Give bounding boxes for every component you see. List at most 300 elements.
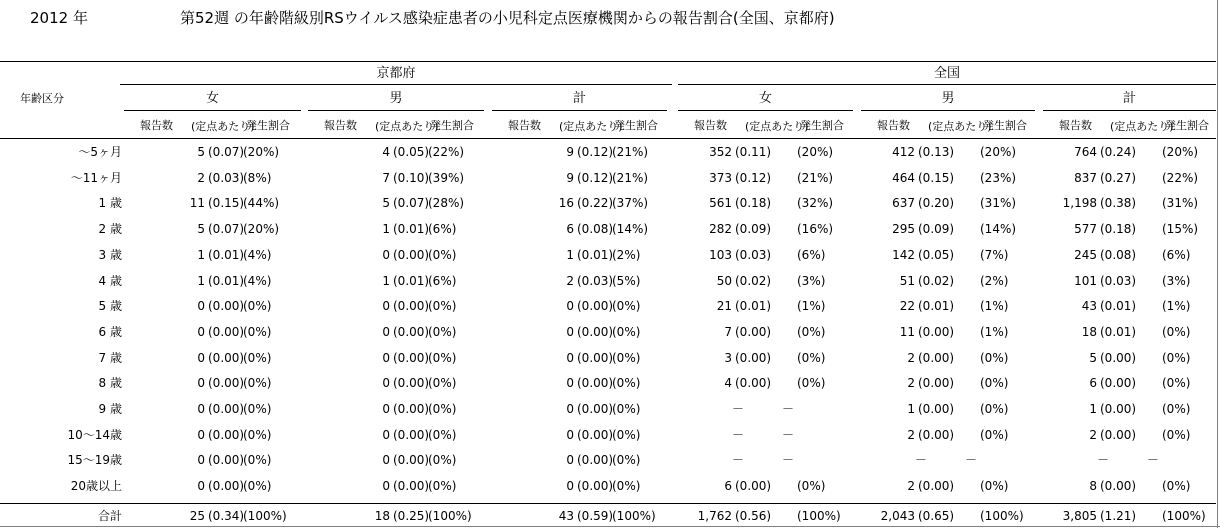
rate-value: (0.01) (393, 222, 430, 237)
rate-value: (0.00) (208, 324, 245, 339)
rate-value: (0.00) (393, 299, 430, 314)
ratio-value: (20%) (243, 145, 280, 159)
count-value: 764 (1074, 145, 1097, 159)
age-label: ～5ヶ月 (78, 145, 122, 159)
ratio-value: (0%) (428, 376, 457, 391)
rate-value: (0.00) (393, 427, 430, 442)
count-value: 0 (382, 479, 390, 494)
ratio-value: (0%) (612, 350, 641, 365)
rate-value: (0.12) (577, 170, 614, 185)
ratio-value: (0%) (612, 479, 641, 494)
dash-cell: － (732, 402, 745, 416)
ratio-value: (6%) (1162, 247, 1191, 262)
ratio-value: (22%) (428, 145, 465, 159)
rate-value: (0.00) (208, 299, 245, 314)
sub-header-count-national-male: 報告数 (877, 119, 910, 132)
ratio-value: (100%) (243, 509, 287, 523)
rate-value: (0.00) (577, 453, 614, 468)
rate-value: (0.00) (208, 402, 245, 416)
rate-value: (0.01) (208, 273, 245, 288)
count-value: 0 (197, 299, 205, 314)
ratio-value: (0%) (1162, 402, 1191, 416)
ratio-value: (28%) (428, 196, 465, 211)
count-value: 2 (1089, 427, 1097, 442)
rate-value: (0.00) (577, 402, 614, 416)
ratio-value: (1%) (980, 324, 1009, 339)
ratio-value: (0%) (1162, 479, 1191, 494)
ratio-value: (20%) (797, 145, 834, 159)
rate-value: (0.00) (577, 350, 614, 365)
ratio-value: (0%) (428, 324, 457, 339)
ratio-value: (8%) (243, 170, 272, 185)
rate-value: (0.15) (208, 196, 245, 211)
count-value: 5 (197, 145, 205, 159)
rate-value: (0.01) (918, 299, 955, 314)
ratio-value: (0%) (243, 427, 272, 442)
rate-value: (0.00) (577, 299, 614, 314)
count-value: 561 (709, 196, 732, 211)
dash-cell: － (915, 453, 928, 468)
rate-value: (0.00) (1100, 427, 1137, 442)
rule-national-female (678, 110, 853, 111)
dash-cell: － (964, 453, 977, 468)
count-value: 101 (1074, 273, 1097, 288)
rule-national-total (1043, 110, 1216, 111)
rate-value: (0.13) (918, 145, 955, 159)
ratio-value: (0%) (1162, 350, 1191, 365)
sub-header-count-kyoto-female: 報告数 (140, 119, 173, 132)
rate-value: (0.65) (918, 509, 955, 523)
ratio-value: (0%) (428, 479, 457, 494)
ratio-value: (20%) (1162, 145, 1199, 159)
count-value: 11 (899, 324, 915, 339)
sub-header-ratio-national-female: 発生割合 (800, 119, 844, 132)
count-value: 0 (197, 427, 205, 442)
count-value: 6 (1089, 376, 1097, 391)
ratio-value: (2%) (612, 247, 641, 262)
ratio-value: (21%) (612, 170, 649, 185)
region-header-kyoto: 京都府 (376, 66, 416, 81)
rate-value: (0.09) (918, 222, 955, 237)
ratio-value: (14%) (980, 222, 1017, 237)
count-value: 1 (197, 247, 205, 262)
count-value: 43 (558, 509, 574, 523)
rate-value: (0.01) (735, 299, 772, 314)
rate-value: (0.01) (393, 273, 430, 288)
dash-cell: － (732, 453, 745, 468)
count-value: 11 (189, 196, 205, 211)
count-value: 8 (1089, 479, 1097, 494)
rule-national-male (861, 110, 1035, 111)
count-value: 637 (892, 196, 915, 211)
rate-value: (0.00) (393, 479, 430, 494)
age-label: 5 歳 (98, 299, 122, 314)
count-value: 1,198 (1062, 196, 1097, 211)
rate-value: (0.10) (393, 170, 430, 185)
count-value: 1,762 (697, 509, 732, 523)
ratio-value: (6%) (428, 273, 457, 288)
ratio-value: (100%) (428, 509, 472, 523)
age-label: 10～14歳 (67, 427, 122, 442)
ratio-value: (3%) (1162, 273, 1191, 288)
count-value: 0 (197, 376, 205, 391)
sub-header-ratio-national-male: 発生割合 (983, 119, 1027, 132)
count-value: 142 (892, 247, 915, 262)
rate-value: (0.25) (393, 509, 430, 523)
rate-value: (0.00) (735, 324, 772, 339)
count-value: 5 (197, 222, 205, 237)
rate-value: (0.00) (1100, 479, 1137, 494)
rate-value: (0.00) (918, 324, 955, 339)
rule-kyoto-female (124, 110, 301, 111)
ratio-value: (0%) (243, 453, 272, 468)
rate-value: (0.03) (208, 170, 245, 185)
region-header-national: 全国 (933, 66, 960, 81)
count-value: 1 (1089, 402, 1097, 416)
sub-header-rate-kyoto-total: (定点あたり) (559, 120, 623, 133)
age-label: 8 歳 (98, 376, 122, 391)
ratio-value: (0%) (243, 299, 272, 314)
ratio-value: (0%) (243, 402, 272, 416)
gender-header-kyoto-total: 計 (572, 91, 586, 106)
count-value: 352 (709, 145, 732, 159)
ratio-value: (6%) (797, 247, 826, 262)
count-value: 43 (1081, 299, 1097, 314)
sub-header-count-kyoto-male: 報告数 (324, 119, 357, 132)
rate-value: (0.00) (918, 376, 955, 391)
count-value: 21 (716, 299, 732, 314)
rate-value: (0.12) (735, 170, 772, 185)
rate-value: (0.00) (208, 453, 245, 468)
ratio-value: (0%) (797, 479, 826, 494)
age-label: 3 歳 (98, 247, 122, 262)
ratio-value: (7%) (980, 247, 1009, 262)
ratio-value: (100%) (1162, 509, 1206, 523)
ratio-value: (0%) (980, 350, 1009, 365)
sub-header-count-national-total: 報告数 (1059, 119, 1092, 132)
count-value: 0 (566, 427, 574, 442)
rate-value: (0.00) (735, 350, 772, 365)
count-value: 0 (566, 479, 574, 494)
table-top-rule (0, 61, 1216, 62)
ratio-value: (20%) (980, 145, 1017, 159)
rate-value: (1.21) (1100, 509, 1137, 523)
count-value: 2,043 (880, 509, 915, 523)
rate-value: (0.34) (208, 509, 245, 523)
rate-value: (0.01) (577, 247, 614, 262)
rate-value: (0.03) (735, 247, 772, 262)
count-value: 1 (907, 402, 915, 416)
rate-value: (0.00) (577, 479, 614, 494)
rate-value: (0.00) (208, 427, 245, 442)
count-value: 1 (382, 273, 390, 288)
ratio-value: (0%) (612, 402, 641, 416)
age-label: 1 歳 (98, 196, 122, 211)
count-value: 373 (709, 170, 732, 185)
sub-header-ratio-national-total: 発生割合 (1165, 119, 1209, 132)
count-value: 464 (892, 170, 915, 185)
rate-value: (0.20) (918, 196, 955, 211)
rate-value: (0.00) (918, 479, 955, 494)
rate-value: (0.07) (208, 145, 245, 159)
rate-value: (0.01) (208, 247, 245, 262)
count-value: 6 (566, 222, 574, 237)
kyoto-group-rule (120, 84, 672, 85)
ratio-value: (0%) (243, 376, 272, 391)
count-value: 0 (382, 247, 390, 262)
rate-value: (0.00) (208, 350, 245, 365)
rate-value: (0.05) (918, 247, 955, 262)
ratio-value: (0%) (797, 376, 826, 391)
ratio-value: (0%) (243, 479, 272, 494)
gender-header-national-total: 計 (1122, 91, 1136, 106)
count-value: 4 (724, 376, 732, 391)
sub-header-count-kyoto-total: 報告数 (508, 119, 541, 132)
ratio-value: (0%) (428, 453, 457, 468)
count-value: 9 (566, 145, 574, 159)
ratio-value: (0%) (428, 350, 457, 365)
total-label: 合計 (97, 509, 122, 523)
count-value: 25 (189, 509, 205, 523)
ratio-value: (4%) (243, 247, 272, 262)
ratio-value: (21%) (797, 170, 834, 185)
count-value: 51 (899, 273, 915, 288)
count-value: 1 (197, 273, 205, 288)
ratio-value: (0%) (428, 427, 457, 442)
count-value: 412 (892, 145, 915, 159)
ratio-value: (0%) (980, 479, 1009, 494)
gender-header-kyoto-female: 女 (205, 91, 219, 106)
count-value: 0 (382, 376, 390, 391)
ratio-value: (0%) (1162, 376, 1191, 391)
total-row-rule (0, 503, 1216, 504)
count-value: 16 (558, 196, 574, 211)
count-value: 5 (382, 196, 390, 211)
count-value: 0 (566, 299, 574, 314)
rate-value: (0.59) (577, 509, 614, 523)
count-value: 0 (197, 453, 205, 468)
rate-value: (0.18) (1100, 222, 1137, 237)
dash-cell: － (732, 427, 745, 442)
rate-value: (0.00) (1100, 402, 1137, 416)
ratio-value: (37%) (612, 196, 649, 211)
dash-cell: － (1097, 453, 1110, 468)
rate-value: (0.08) (1100, 247, 1137, 262)
ratio-value: (15%) (1162, 222, 1199, 237)
count-value: 295 (892, 222, 915, 237)
count-value: 1 (566, 247, 574, 262)
age-label: 6 歳 (98, 324, 122, 339)
rule-kyoto-total (492, 110, 667, 111)
count-value: 2 (907, 479, 915, 494)
national-group-rule (678, 84, 1216, 85)
age-column-header: 年齢区分 (20, 92, 64, 105)
age-label: 9 歳 (98, 402, 122, 416)
rate-value: (0.02) (918, 273, 955, 288)
sub-header-ratio-kyoto-male: 発生割合 (430, 119, 474, 132)
rate-value: (0.00) (208, 479, 245, 494)
dash-cell: － (781, 427, 794, 442)
sub-header-rate-national-total: (定点あたり) (1110, 120, 1174, 133)
ratio-value: (6%) (428, 222, 457, 237)
report-title: 第52週 の年齢階級別RSウイルス感染症患者の小児科定点医療機関からの報告割合(全国、京都府) (180, 9, 835, 27)
count-value: 0 (382, 350, 390, 365)
sub-header-ratio-kyoto-female: 発生割合 (246, 119, 290, 132)
count-value: 2 (907, 376, 915, 391)
header-bottom-rule (0, 138, 1216, 139)
report-year: 2012 年 (30, 9, 88, 27)
rate-value: (0.07) (393, 196, 430, 211)
count-value: 0 (197, 350, 205, 365)
rate-value: (0.00) (735, 479, 772, 494)
count-value: 7 (382, 170, 390, 185)
rate-value: (0.12) (577, 145, 614, 159)
age-label: 7 歳 (98, 350, 122, 365)
rate-value: (0.00) (393, 402, 430, 416)
ratio-value: (0%) (428, 402, 457, 416)
ratio-value: (0%) (243, 350, 272, 365)
ratio-value: (1%) (797, 299, 826, 314)
age-label: 20歳以上 (70, 479, 122, 494)
count-value: 0 (197, 402, 205, 416)
count-value: 18 (1081, 324, 1097, 339)
gender-header-national-male: 男 (941, 91, 955, 106)
frame-border-right (1217, 0, 1218, 528)
ratio-value: (0%) (980, 402, 1009, 416)
count-value: 0 (382, 402, 390, 416)
count-value: 0 (566, 324, 574, 339)
rate-value: (0.00) (577, 376, 614, 391)
count-value: 0 (197, 479, 205, 494)
ratio-value: (0%) (612, 453, 641, 468)
rate-value: (0.01) (1100, 299, 1137, 314)
ratio-value: (31%) (980, 196, 1017, 211)
ratio-value: (0%) (980, 376, 1009, 391)
rate-value: (0.00) (393, 376, 430, 391)
count-value: 2 (907, 427, 915, 442)
rate-value: (0.01) (1100, 324, 1137, 339)
dash-cell: － (781, 402, 794, 416)
rate-value: (0.00) (577, 324, 614, 339)
count-value: 282 (709, 222, 732, 237)
rate-value: (0.56) (735, 509, 772, 523)
dash-cell: － (781, 453, 794, 468)
rate-value: (0.03) (1100, 273, 1137, 288)
rate-value: (0.18) (735, 196, 772, 211)
ratio-value: (0%) (797, 350, 826, 365)
age-label: 15～19歳 (67, 453, 122, 468)
rate-value: (0.00) (208, 376, 245, 391)
rate-value: (0.22) (577, 196, 614, 211)
rule-kyoto-male (308, 110, 484, 111)
ratio-value: (23%) (980, 170, 1017, 185)
rate-value: (0.15) (918, 170, 955, 185)
rate-value: (0.27) (1100, 170, 1137, 185)
ratio-value: (32%) (797, 196, 834, 211)
ratio-value: (0%) (1162, 427, 1191, 442)
dash-cell: － (1146, 453, 1159, 468)
ratio-value: (0%) (612, 299, 641, 314)
count-value: 0 (566, 376, 574, 391)
ratio-value: (1%) (980, 299, 1009, 314)
count-value: 2 (566, 273, 574, 288)
count-value: 7 (724, 324, 732, 339)
rate-value: (0.00) (918, 402, 955, 416)
count-value: 0 (566, 453, 574, 468)
ratio-value: (0%) (428, 247, 457, 262)
gender-header-kyoto-male: 男 (389, 91, 403, 106)
sub-header-count-national-female: 報告数 (694, 119, 727, 132)
count-value: 5 (1089, 350, 1097, 365)
ratio-value: (20%) (243, 222, 280, 237)
ratio-value: (21%) (612, 145, 649, 159)
ratio-value: (39%) (428, 170, 465, 185)
rate-value: (0.00) (1100, 376, 1137, 391)
count-value: 103 (709, 247, 732, 262)
ratio-value: (0%) (980, 427, 1009, 442)
count-value: 245 (1074, 247, 1097, 262)
ratio-value: (22%) (1162, 170, 1199, 185)
ratio-value: (31%) (1162, 196, 1199, 211)
sub-header-rate-national-male: (定点あたり) (928, 120, 992, 133)
count-value: 0 (382, 453, 390, 468)
count-value: 9 (566, 170, 574, 185)
ratio-value: (4%) (243, 273, 272, 288)
count-value: 2 (197, 170, 205, 185)
ratio-value: (0%) (797, 324, 826, 339)
rate-value: (0.00) (393, 247, 430, 262)
sub-header-rate-kyoto-male: (定点あたり) (375, 120, 439, 133)
ratio-value: (14%) (612, 222, 649, 237)
count-value: 0 (197, 324, 205, 339)
rate-value: (0.02) (735, 273, 772, 288)
count-value: 50 (716, 273, 732, 288)
count-value: 0 (382, 299, 390, 314)
count-value: 22 (899, 299, 915, 314)
age-label: 2 歳 (98, 222, 122, 237)
ratio-value: (0%) (243, 324, 272, 339)
rate-value: (0.00) (393, 453, 430, 468)
rate-value: (0.00) (393, 324, 430, 339)
count-value: 4 (382, 145, 390, 159)
age-label: ～11ヶ月 (70, 170, 122, 185)
rate-value: (0.00) (735, 376, 772, 391)
rate-value: (0.00) (393, 350, 430, 365)
rate-value: (0.38) (1100, 196, 1137, 211)
sub-header-rate-kyoto-female: (定点あたり) (191, 120, 255, 133)
rate-value: (0.11) (735, 145, 772, 159)
sub-header-ratio-kyoto-total: 発生割合 (614, 119, 658, 132)
ratio-value: (1%) (1162, 299, 1191, 314)
count-value: 2 (907, 350, 915, 365)
rate-value: (0.08) (577, 222, 614, 237)
rate-value: (0.03) (577, 273, 614, 288)
count-value: 0 (382, 324, 390, 339)
ratio-value: (100%) (980, 509, 1024, 523)
rate-value: (0.05) (393, 145, 430, 159)
frame-border-bottom (0, 526, 1220, 527)
ratio-value: (100%) (797, 509, 841, 523)
count-value: 0 (566, 350, 574, 365)
ratio-value: (100%) (612, 509, 656, 523)
rate-value: (0.00) (577, 427, 614, 442)
sub-header-rate-national-female: (定点あたり) (745, 120, 809, 133)
count-value: 837 (1074, 170, 1097, 185)
age-label: 4 歳 (98, 273, 122, 288)
rate-value: (0.07) (208, 222, 245, 237)
ratio-value: (16%) (797, 222, 834, 237)
rate-value: (0.24) (1100, 145, 1137, 159)
